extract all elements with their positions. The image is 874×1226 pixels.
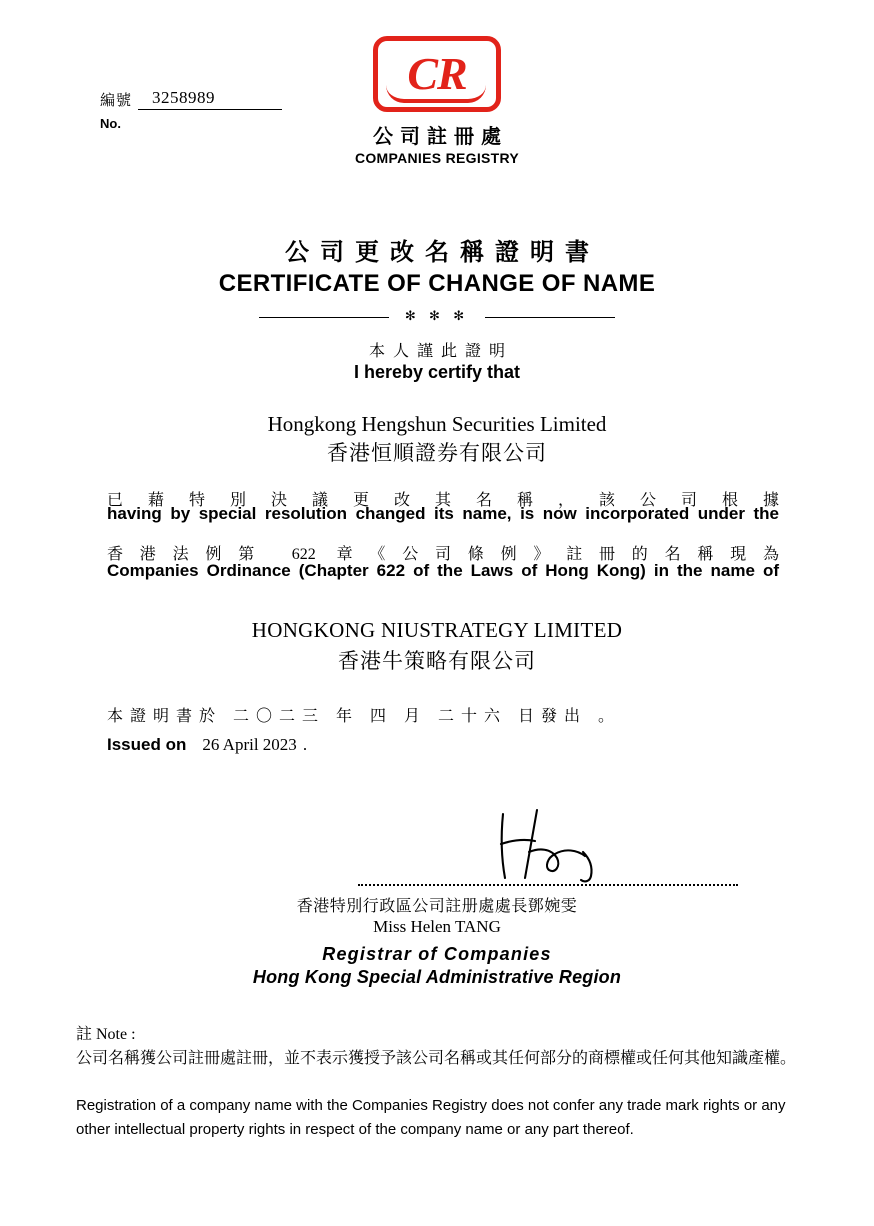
logo-name-cn: 公司註冊處: [373, 126, 508, 148]
issued-date-period: .: [302, 735, 308, 754]
signatory-role-line1: Registrar of Companies: [322, 944, 552, 964]
cr-swoosh-icon: [386, 85, 486, 103]
former-company-name-cn: 香港恒順證券有限公司: [327, 441, 547, 465]
divider-rule-left: [259, 317, 389, 318]
former-company-name-en: Hongkong Hengshun Securities Limited: [267, 412, 607, 436]
signatory-name: Miss Helen TANG: [373, 917, 501, 936]
companies-registry-logo: [0, 36, 874, 166]
body-paragraph-2-cn: 香港法例第 622 章《公司條例》註冊的名稱現為: [107, 546, 779, 563]
body-paragraph-2-en: Companies Ordinance (Chapter 622 of the Laws of Hong Kong) in the name of: [107, 561, 779, 580]
cr-monogram-text: CR: [407, 48, 467, 99]
issued-date-en-row: [107, 735, 307, 755]
certificate-number-value: 3258989: [138, 88, 282, 110]
note-label: 註 Note :: [76, 1026, 136, 1043]
divider-stars: ✻ ✻ ✻: [404, 308, 470, 323]
certificate-number-label-cn: 編號: [100, 93, 133, 109]
issued-date-cn: 本證明書於 二〇二三 年 四 月 二十六 日發出 。: [107, 708, 622, 725]
certificate-number-label-en: No.: [100, 116, 121, 131]
divider-with-stars: [0, 310, 874, 324]
signatory-role-line2: Hong Kong Special Administrative Region: [252, 967, 622, 987]
note-text-cn: 公司名稱獲公司註冊處註冊，並不表示獲授予該公司名稱或其任何部分的商標權或任何其他知識產權。: [76, 1050, 797, 1067]
certify-statement-en: I hereby certify that: [353, 362, 521, 382]
divider-rule-right: [485, 317, 615, 318]
new-company-name-cn: 香港牛策略有限公司: [338, 649, 536, 673]
signatory-title-cn: 香港特別行政區公司註册處處長鄧婉雯: [296, 898, 578, 915]
document-title-cn: 公司更改名稱證明書: [285, 240, 600, 266]
body-paragraph-1-en: having by special resolution changed its name, is now incorporated under the: [107, 504, 779, 523]
certify-statement-cn: 本人謹此證明: [368, 343, 513, 360]
note-text-en: Registration of a company name with the Companies Registry does not confer any trade mark rights or any other intellectual property rights in respect of the company name or any part thereof.: [76, 1097, 786, 1138]
issued-date-label-en: Issued on: [107, 735, 187, 754]
signature-dotted-line: [358, 884, 738, 886]
new-company-name-en: HONGKONG NIUSTRATEGY LIMITED: [251, 618, 623, 642]
issued-date-value-en: 26 April 2023: [202, 735, 297, 754]
cr-monogram-icon: [373, 36, 501, 112]
document-title-en: CERTIFICATE OF CHANGE OF NAME: [218, 270, 656, 297]
handwritten-signature-icon: [495, 808, 605, 888]
body-paragraph-1-cn: 已藉特別決議更改其名稱，該公司根據: [107, 492, 779, 509]
logo-name-en: COMPANIES REGISTRY: [354, 150, 520, 166]
